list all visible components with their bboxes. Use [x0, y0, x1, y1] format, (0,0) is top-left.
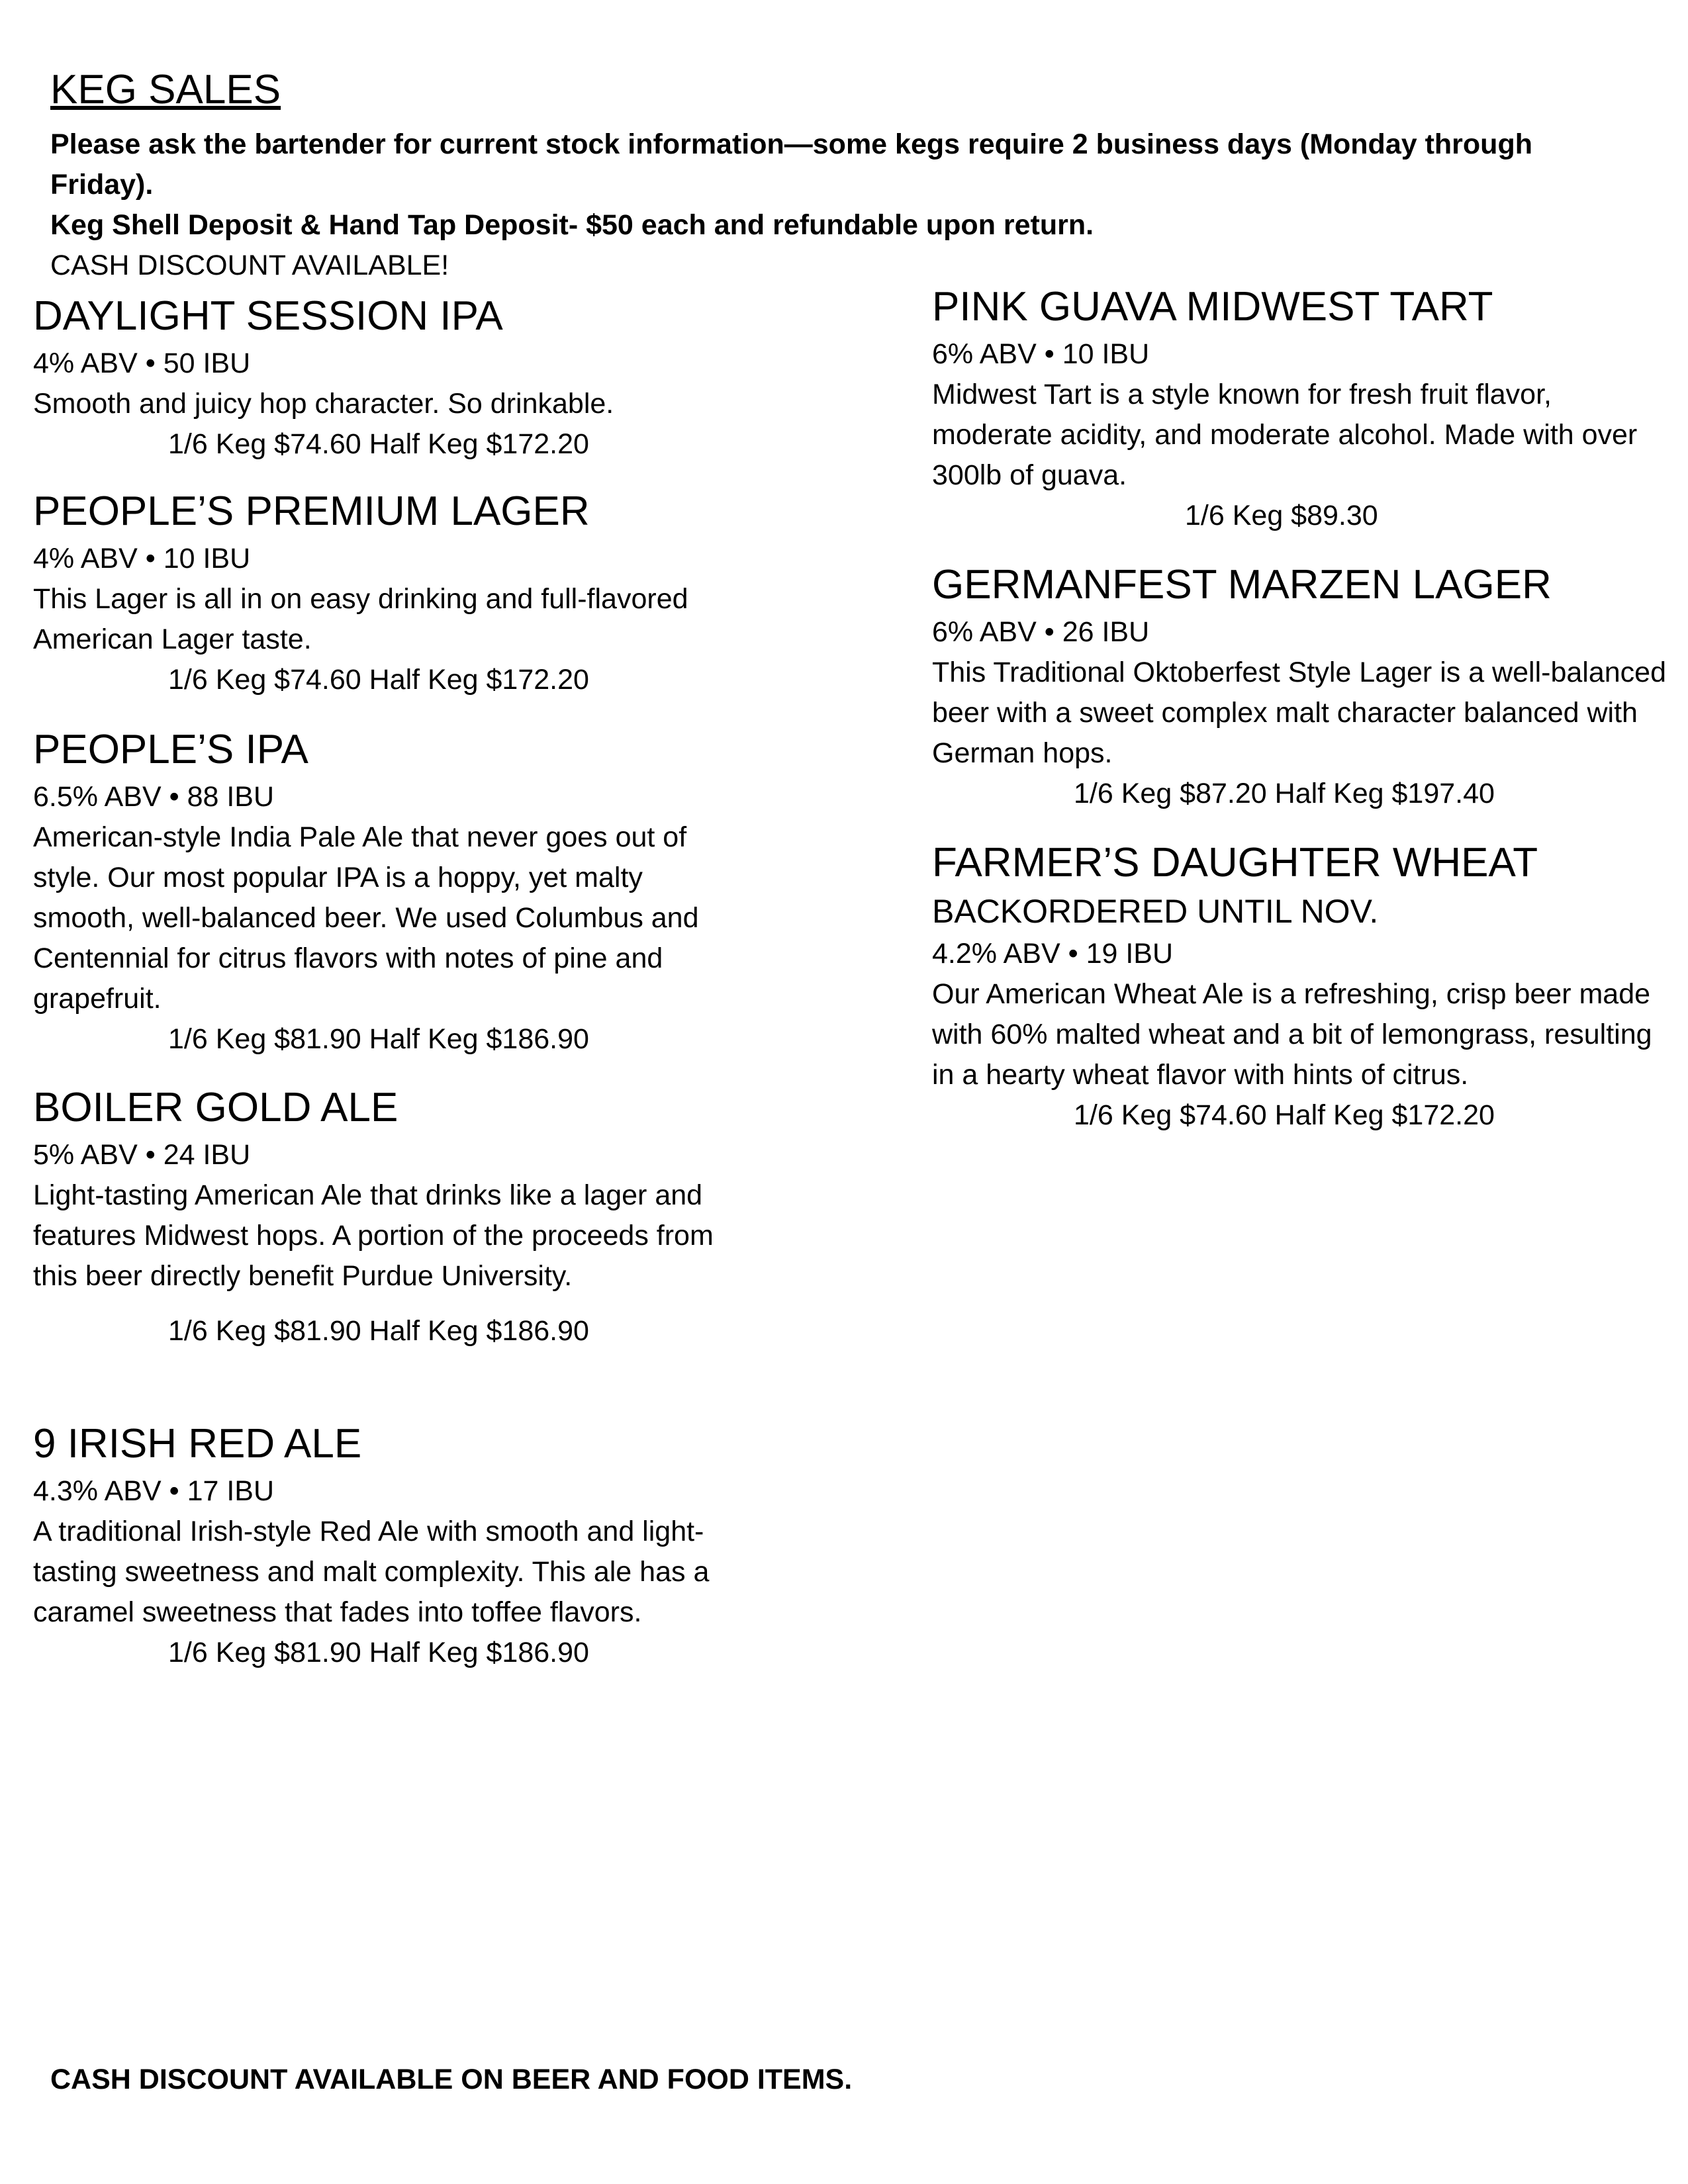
beer-price: 1/6 Keg $81.90 Half Keg $186.90: [168, 1023, 589, 1055]
beer-stats: 6% ABV • 10 IBU: [932, 338, 1150, 370]
stock-notice: Please ask the bartender for current stock information—some kegs require 2 business days (Monday through Friday).: [50, 128, 1532, 201]
beer-name: PEOPLE’S PREMIUM LAGER: [33, 488, 590, 534]
beer-name: GERMANFEST MARZEN LAGER: [932, 562, 1552, 608]
beer-stats: 6.5% ABV • 88 IBU: [33, 781, 275, 813]
beer-name: PINK GUAVA MIDWEST TART: [932, 284, 1493, 330]
beer-name: 9 IRISH RED ALE: [33, 1421, 362, 1467]
beer-item-pink-guava-midwest-tart: [932, 281, 1673, 536]
beer-price: 1/6 Keg $74.60 Half Keg $172.20: [168, 428, 589, 460]
beer-description: Our American Wheat Ale is a refreshing, crisp beer made with 60% malted wheat and a bit of lemongrass, resulting in a hearty wheat flavor with hints of citrus.: [932, 978, 1652, 1091]
beer-item-peoples-ipa: [33, 723, 748, 1060]
beer-price: 1/6 Keg $89.30: [1185, 500, 1378, 531]
beer-name: DAYLIGHT SESSION IPA: [33, 293, 503, 339]
beer-item-peoples-premium-lager: [33, 485, 748, 700]
beer-stats: 4% ABV • 10 IBU: [33, 543, 251, 574]
beer-stats: 6% ABV • 26 IBU: [932, 616, 1150, 648]
beer-price: 1/6 Keg $87.20 Half Keg $197.40: [1074, 778, 1495, 809]
beer-item-daylight-session-ipa: [33, 290, 748, 465]
beer-item-boiler-gold-ale: [33, 1081, 748, 1351]
beer-description: Light-tasting American Ale that drinks like a lager and features Midwest hops. A portion of the proceeds from this beer directly benefit Purdue University.: [33, 1179, 714, 1292]
header: [50, 61, 1639, 286]
page-title: KEG SALES: [50, 67, 281, 113]
beer-stats: 4.3% ABV • 17 IBU: [33, 1475, 275, 1507]
beer-price: 1/6 Keg $74.60 Half Keg $172.20: [168, 664, 589, 696]
beer-item-9-irish-red-ale: [33, 1418, 748, 1673]
beer-description: This Lager is all in on easy drinking and full-flavored American Lager taste.: [33, 583, 688, 655]
footer-cash-discount: CASH DISCOUNT AVAILABLE ON BEER AND FOOD ITEMS.: [50, 2064, 853, 2095]
beer-stats: 4% ABV • 50 IBU: [33, 347, 251, 379]
beer-description: A traditional Irish-style Red Ale with smooth and light-tasting sweetness and malt complexity. This ale has a caramel sweetness that fades into toffee flavors.: [33, 1516, 710, 1628]
beer-description: Midwest Tart is a style known for fresh fruit flavor, moderate acidity, and moderate alcohol. Made with over 300lb of guava.: [932, 379, 1638, 491]
beer-description: This Traditional Oktoberfest Style Lager is a well-balanced beer with a sweet complex malt character balanced with German hops.: [932, 657, 1666, 769]
beer-item-germanfest-marzen-lager: [932, 559, 1673, 814]
beer-price: 1/6 Keg $81.90 Half Keg $186.90: [168, 1637, 589, 1668]
beer-name: FARMER’S DAUGHTER WHEAT: [932, 840, 1538, 886]
beer-price: 1/6 Keg $81.90 Half Keg $186.90: [168, 1315, 589, 1347]
beer-item-farmers-daughter-wheat: [932, 837, 1673, 1136]
beer-description: Smooth and juicy hop character. So drinkable.: [33, 388, 614, 420]
deposit-notice: Keg Shell Deposit & Hand Tap Deposit- $50 each and refundable upon return.: [50, 209, 1094, 241]
beer-name: BOILER GOLD ALE: [33, 1085, 399, 1130]
beer-stats: 4.2% ABV • 19 IBU: [932, 938, 1174, 970]
beer-name: PEOPLE’S IPA: [33, 727, 308, 772]
beer-price: 1/6 Keg $74.60 Half Keg $172.20: [1074, 1099, 1495, 1131]
beer-description: American-style India Pale Ale that never goes out of style. Our most popular IPA is a hoppy, yet malty smooth, well-balanced beer. We used Columbus and Centennial for citrus flavors with notes of pine and grapefruit.: [33, 821, 699, 1015]
backorder-status: BACKORDERED UNTIL NOV.: [932, 893, 1379, 930]
cash-discount-notice: CASH DISCOUNT AVAILABLE!: [50, 250, 449, 281]
beer-stats: 5% ABV • 24 IBU: [33, 1139, 251, 1171]
